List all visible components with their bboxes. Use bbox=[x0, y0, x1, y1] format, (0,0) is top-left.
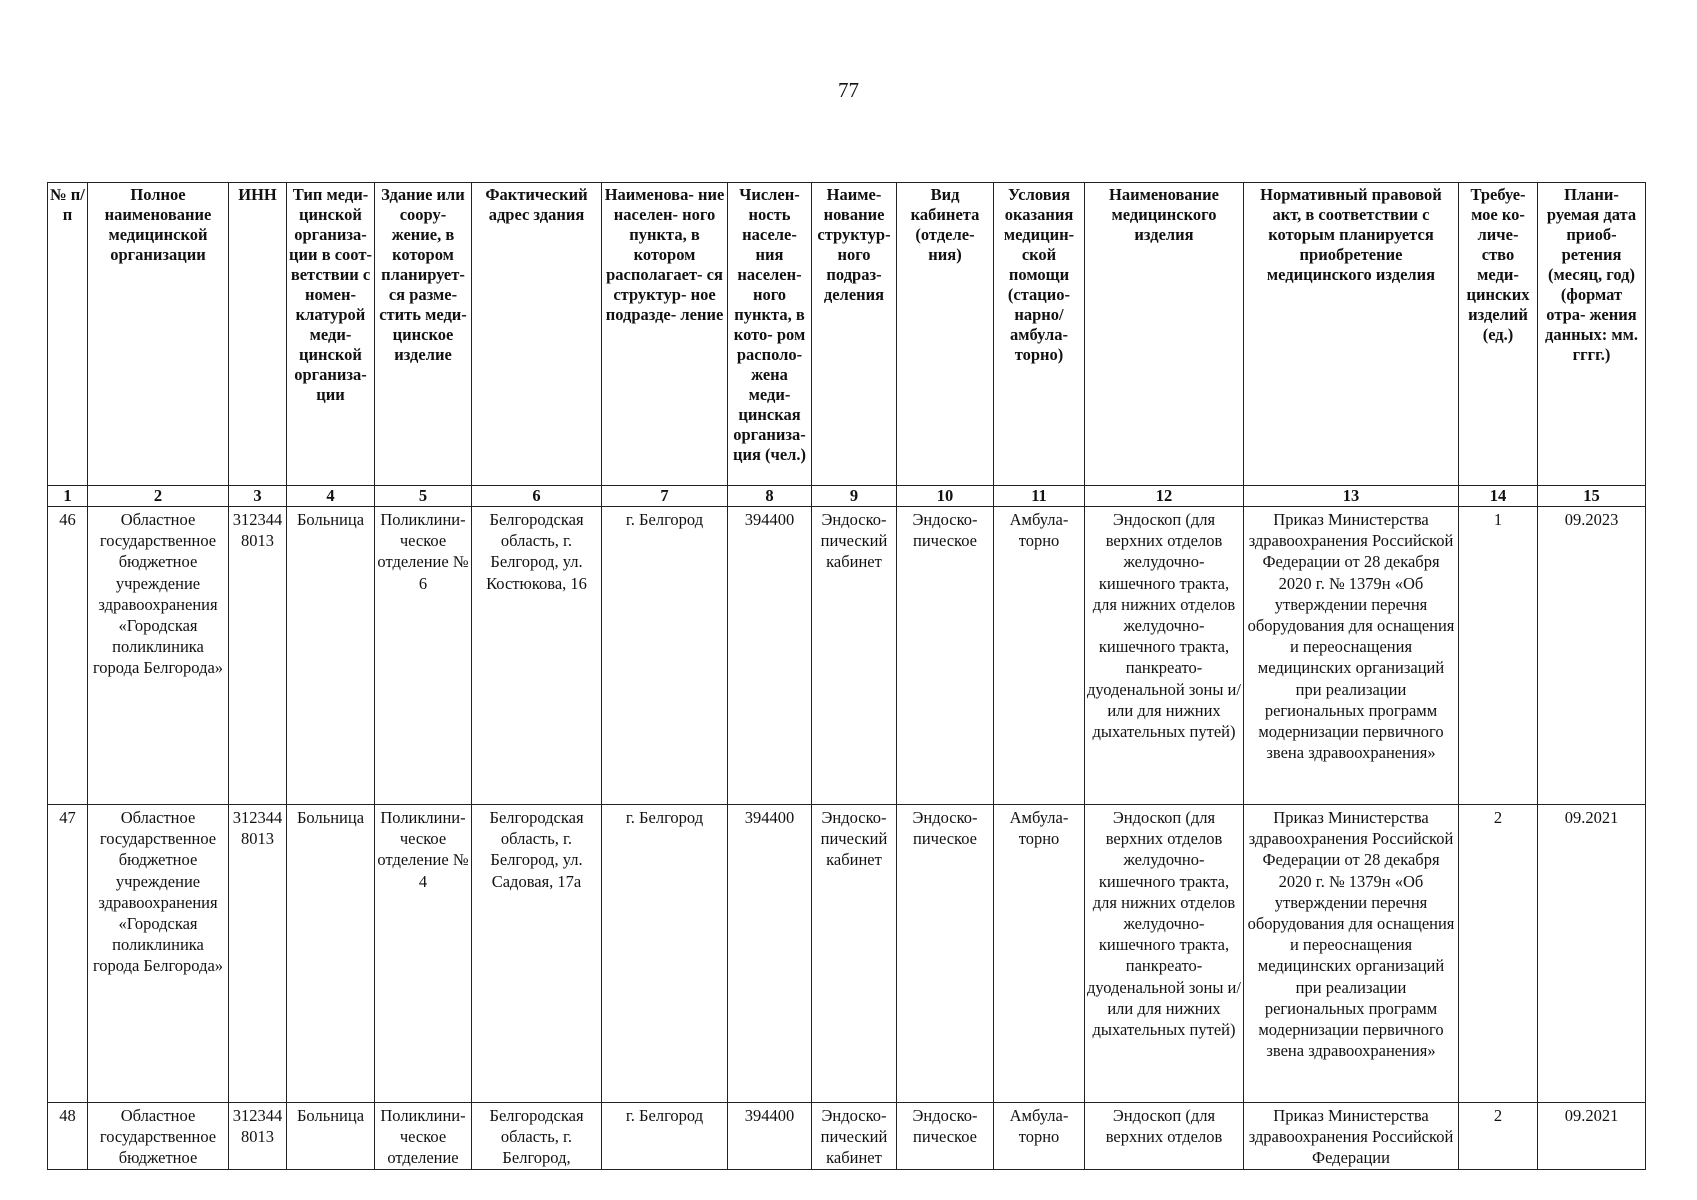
table-cell: Эндоскоп (для верхних отделов bbox=[1085, 1103, 1244, 1170]
table-cell: г. Белгород bbox=[602, 507, 728, 805]
table-cell: 3123448013 bbox=[229, 1103, 287, 1170]
table-cell: Белгородская область, г. Белгород, bbox=[472, 1103, 602, 1170]
table-cell: 46 bbox=[48, 507, 88, 805]
column-number: 5 bbox=[375, 486, 472, 507]
header-cell: Наименова- ние населен- ного пункта, в котором располагает- ся структур- ное подразде- ление bbox=[602, 183, 728, 486]
table-cell: 394400 bbox=[728, 805, 812, 1103]
header-cell: № п/п bbox=[48, 183, 88, 486]
column-number: 4 bbox=[287, 486, 375, 507]
table-cell: Белгородская область, г. Белгород, ул. Садовая, 17а bbox=[472, 805, 602, 1103]
page-number: 77 bbox=[838, 78, 859, 102]
table-cell: 394400 bbox=[728, 507, 812, 805]
table-cell: 394400 bbox=[728, 1103, 812, 1170]
table-cell: 47 bbox=[48, 805, 88, 1103]
table-row bbox=[48, 805, 1646, 1103]
table-cell: Поликлини- ческое отделение № 6 bbox=[375, 507, 472, 805]
table-row bbox=[48, 1103, 1646, 1170]
header-cell: Тип меди- цинской организа- ции в соот- ветствии с номен- клатурой меди- цинской организа- ции bbox=[287, 183, 375, 486]
column-number: 1 bbox=[48, 486, 88, 507]
column-number: 6 bbox=[472, 486, 602, 507]
table-cell: 48 bbox=[48, 1103, 88, 1170]
column-number: 15 bbox=[1538, 486, 1646, 507]
column-number: 11 bbox=[994, 486, 1085, 507]
table-row bbox=[48, 507, 1646, 805]
header-cell: Фактический адрес здания bbox=[472, 183, 602, 486]
table-cell: Эндоско- пический кабинет bbox=[812, 1103, 897, 1170]
table-cell: Эндоско- пическое bbox=[897, 507, 994, 805]
header-cell: Наиме- нование структур- ного подраз- деления bbox=[812, 183, 897, 486]
table-cell: Амбула- торно bbox=[994, 507, 1085, 805]
table-cell: Эндоскоп (для верхних отделов желудочно- кишечного тракта, для нижних отделов желудочно- кишечного тракта, панкреато- дуоденальной зоны и/или для нижних дыхательных путей) bbox=[1085, 805, 1244, 1103]
header-cell: Полное наименование медицинской организации bbox=[88, 183, 229, 486]
table-cell: 2 bbox=[1459, 1103, 1538, 1170]
column-number: 12 bbox=[1085, 486, 1244, 507]
table-cell: 2 bbox=[1459, 805, 1538, 1103]
column-number-row bbox=[48, 486, 1646, 507]
column-number: 8 bbox=[728, 486, 812, 507]
table-cell: 3123448013 bbox=[229, 805, 287, 1103]
table-cell: Эндоскоп (для верхних отделов желудочно- кишечного тракта, для нижних отделов желудочно- кишечного тракта, панкреато- дуоденальной зоны и/или для нижних дыхательных путей) bbox=[1085, 507, 1244, 805]
header-cell: Здание или соору- жение, в котором планирует- ся разме- стить меди- цинское изделие bbox=[375, 183, 472, 486]
table-cell: Областное государственное бюджетное учреждение здравоохранения «Городская поликлиника города Белгорода» bbox=[88, 507, 229, 805]
table-cell: Областное государственное бюджетное учреждение здравоохранения «Городская поликлиника города Белгорода» bbox=[88, 805, 229, 1103]
header-cell: Наименование медицинского изделия bbox=[1085, 183, 1244, 486]
table-cell: Белгородская область, г. Белгород, ул. Костюкова, 16 bbox=[472, 507, 602, 805]
table-cell: 09.2021 bbox=[1538, 805, 1646, 1103]
column-number: 13 bbox=[1244, 486, 1459, 507]
equipment-table bbox=[47, 182, 1646, 1170]
table-cell: Поликлини- ческое отделение bbox=[375, 1103, 472, 1170]
column-number: 7 bbox=[602, 486, 728, 507]
column-number: 14 bbox=[1459, 486, 1538, 507]
table-cell: Приказ Министерства здравоохранения Российской Федерации от 28 декабря 2020 г. № 1379н «Об утверждении перечня оборудования для оснащения и переоснащения медицинских организаций при реализации региональных программ модернизации первичного звена здравоохранения» bbox=[1244, 507, 1459, 805]
table-cell: Эндоско- пический кабинет bbox=[812, 507, 897, 805]
table-cell: Больница bbox=[287, 507, 375, 805]
table-cell: Больница bbox=[287, 1103, 375, 1170]
table-cell: Областное государственное бюджетное bbox=[88, 1103, 229, 1170]
table-cell: 09.2023 bbox=[1538, 507, 1646, 805]
table-cell: Эндоско- пическое bbox=[897, 1103, 994, 1170]
column-number: 9 bbox=[812, 486, 897, 507]
table-cell: Поликлини- ческое отделение № 4 bbox=[375, 805, 472, 1103]
table-cell: г. Белгород bbox=[602, 805, 728, 1103]
header-cell: Требуе- мое ко- личе- ство меди- цинских изделий (ед.) bbox=[1459, 183, 1538, 486]
table-cell: Амбула- торно bbox=[994, 1103, 1085, 1170]
header-cell: Вид кабинета (отделе- ния) bbox=[897, 183, 994, 486]
table-cell: Эндоско- пический кабинет bbox=[812, 805, 897, 1103]
header-cell: Плани- руемая дата приоб- ретения (месяц, год) (формат отра- жения данных: мм. гггг.) bbox=[1538, 183, 1646, 486]
table-cell: Приказ Министерства здравоохранения Российской Федерации от 28 декабря 2020 г. № 1379н «Об утверждении перечня оборудования для оснащения и переоснащения медицинских организаций при реализации региональных программ модернизации первичного звена здравоохранения» bbox=[1244, 805, 1459, 1103]
column-number: 2 bbox=[88, 486, 229, 507]
column-number: 10 bbox=[897, 486, 994, 507]
table-cell: Больница bbox=[287, 805, 375, 1103]
header-row bbox=[48, 183, 1646, 486]
header-cell: Числен- ность населе- ния населен- ного пункта, в кото- ром располо- жена меди- цинская организа- ция (чел.) bbox=[728, 183, 812, 486]
header-cell: ИНН bbox=[229, 183, 287, 486]
column-number: 3 bbox=[229, 486, 287, 507]
header-cell: Условия оказания медицин- ской помощи (стацио- нарно/ амбула- торно) bbox=[994, 183, 1085, 486]
header-cell: Нормативный правовой акт, в соответствии с которым планируется приобретение медицинского изделия bbox=[1244, 183, 1459, 486]
table-cell: г. Белгород bbox=[602, 1103, 728, 1170]
table-cell: Амбула- торно bbox=[994, 805, 1085, 1103]
table-cell: 09.2021 bbox=[1538, 1103, 1646, 1170]
table-cell: 1 bbox=[1459, 507, 1538, 805]
table-cell: Приказ Министерства здравоохранения Российской Федерации bbox=[1244, 1103, 1459, 1170]
table-cell: 3123448013 bbox=[229, 507, 287, 805]
table-cell: Эндоско- пическое bbox=[897, 805, 994, 1103]
